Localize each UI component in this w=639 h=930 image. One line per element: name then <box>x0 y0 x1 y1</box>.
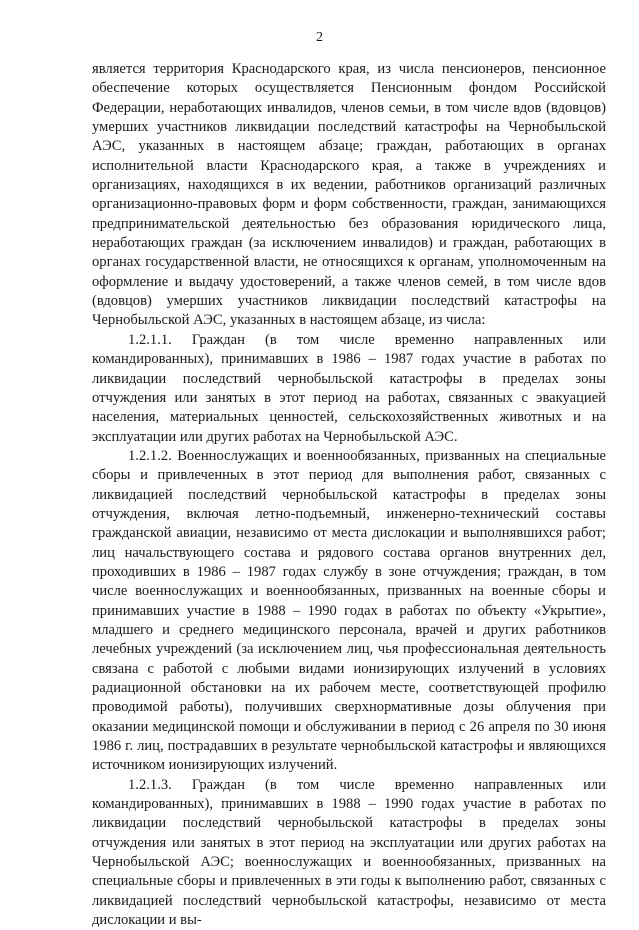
page-number: 2 <box>316 30 323 45</box>
paragraph-intro: является территория Краснодарского края, из числа пенсионеров, пенсионное обеспечение которых осуществляется Пенсионным фондом Российской Федерации, неработающих инвалидов, членов семьи, в том числе вдов (вдовцов) умерших участников ликвидации последствий катастрофы на Чернобыльской АЭС, указанных в настоящем абзаце; граждан, работающих в органах исполнительной власти Краснодарского края, а также в учреждениях и организациях, находящихся в их ведении, работников организаций различных организационно-правовых форм и форм собственности, граждан, занимающихся предпринимательской деятельностью без образования юридического лица, неработающих граждан (за исключением инвалидов) и граждан, работающих в органах государственной власти, не относящихся к органам, уполномоченным на оформление и выдачу удостоверений, а также членов семей, в том числе вдов (вдовцов) умерших участников ликвидации последствий катастрофы на Чернобыльской АЭС, указанных в настоящем абзаце, из числа: <box>92 61 606 329</box>
paragraph-1-2-1-3: 1.2.1.3. Граждан (в том числе временно направленных или командированных), принимавших в 1988 – 1990 годах участие в работах по ликвидации последствий чернобыльской катастрофы в пределах зоны отчуждения или занятых в этот период на эксплуатации или других работах на Чернобыльской АЭС; военнослужащих и военнообязанных, призванных на специальные сборы и привлеченных в эти годы к выполнению работ, связанных с ликвидацией последствий чернобыльской катастрофы, независимо от места дислокации и вы- <box>92 776 606 929</box>
paragraph-1-2-1-1: 1.2.1.1. Граждан (в том числе временно направленных или командированных), принимавших в 1986 – 1987 годах участие в работах по ликвидации последствий чернобыльской катастрофы в пределах зоны отчуждения или занятых в этот период на работах, связанных с эвакуацией населения, материальных ценностей, сельскохозяйственных животных и на эксплуатации или других работах на Чернобыльской АЭС. <box>92 331 606 445</box>
paragraph-1-2-1-2: 1.2.1.2. Военнослужащих и военнообязанных, призванных на специальные сборы и привлеченных в этот период для выполнения работ, связанных с ликвидацией последствий чернобыльской катастрофы в пределах зоны отчуждения, включая летно-подъемный, инженерно-технический составы гражданской авиации, независимо от места дислокации и выполнявшихся работ; лиц начальствующего состава и рядового состава органов внутренних дел, проходивших в 1986 – 1987 годах службу в зоне отчуждения; граждан, в том числе военнослужащих и военнообязанных, призванных на военные сборы и принимавших участие в 1988 – 1990 годах в работах по объекту «Укрытие», младшего и среднего медицинского персонала, врачей и других работников лечебных учреждений (за исключением лиц, чья профессиональная деятельность связана с работой с любыми видами ионизирующих излучений в условиях радиационной обстановки на их рабочем месте, соответствующей профилю проводимой работы), получивших сверхнормативные дозы облучения при оказании медицинской помощи и обслуживании в период с 26 апреля по 30 июня 1986 г. лиц, пострадавших в результате чернобыльской катастрофы и являющихся источником ионизирующих излучений. <box>92 447 606 774</box>
document-body <box>92 60 606 930</box>
